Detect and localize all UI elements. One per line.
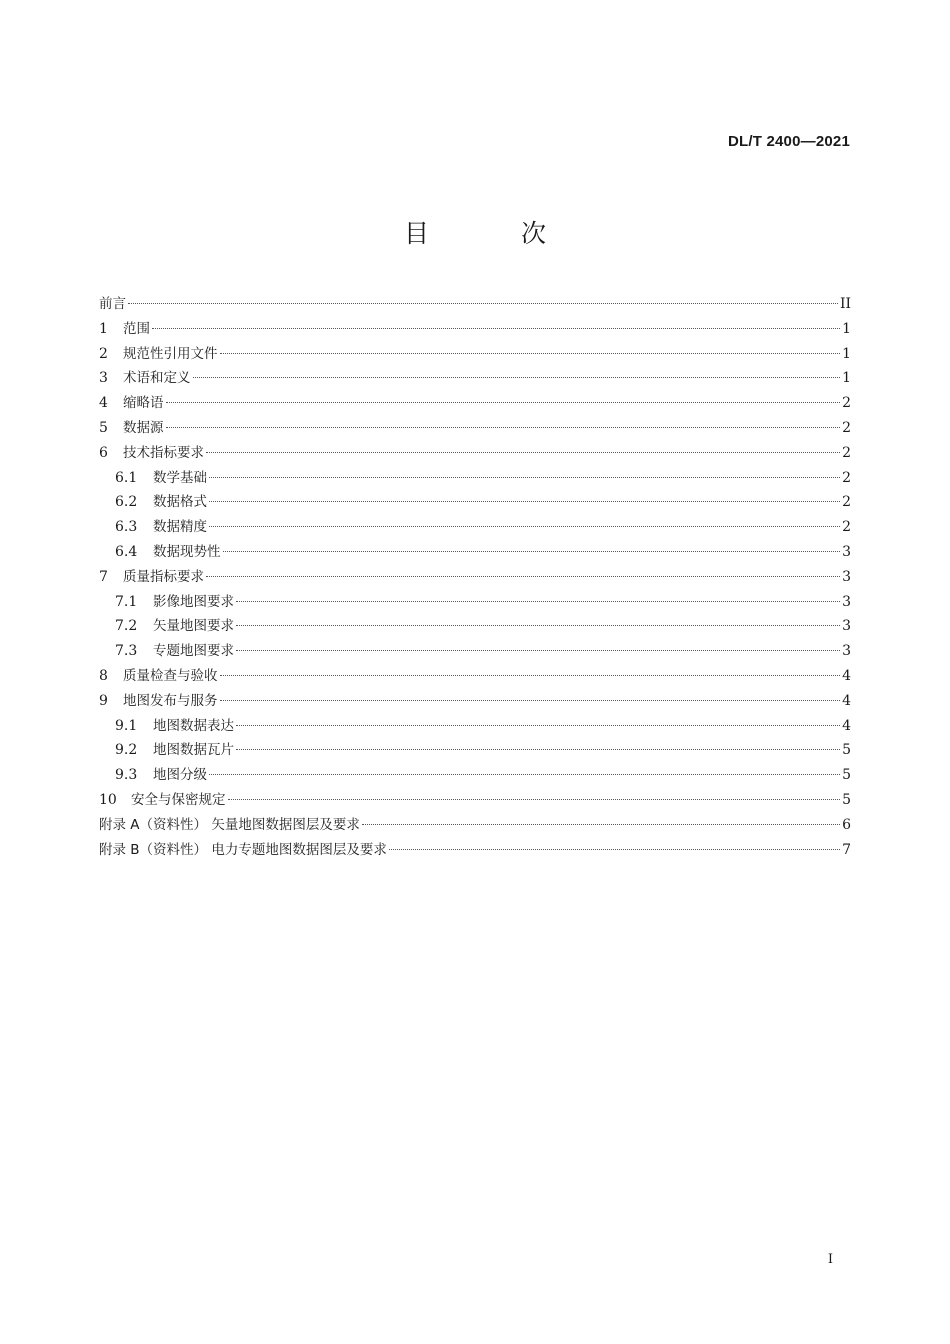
toc-entry[interactable] (99, 664, 851, 689)
toc-entry[interactable] (99, 590, 851, 615)
toc-entry-label: 附录 A（资料性） 矢量地图数据图层及要求 (99, 816, 360, 833)
toc-entry[interactable] (99, 466, 851, 491)
dot-leader (193, 377, 841, 378)
toc-entry-page: 3 (842, 643, 851, 660)
toc-entry[interactable] (99, 788, 851, 813)
toc-entry-label: 数据精度 (153, 519, 207, 536)
toc-entry-number: 6.3 (115, 519, 138, 536)
toc-entry-page: 5 (842, 767, 851, 784)
toc-entry-number: 7.3 (115, 643, 138, 660)
toc-entry-label: 安全与保密规定 (131, 791, 226, 808)
page-number: I (827, 1252, 833, 1267)
toc-entry-number: 3 (99, 370, 108, 387)
toc-entry[interactable] (99, 342, 851, 367)
toc-entry-page: 2 (842, 519, 851, 536)
toc-entry[interactable] (99, 515, 851, 540)
toc-entry-page: 4 (842, 667, 851, 684)
toc-entry-page: 3 (842, 593, 851, 610)
toc-entry-label: 矢量地图要求 (153, 618, 234, 635)
toc-entry-number: 5 (99, 419, 108, 436)
toc-entry-page: 1 (842, 370, 851, 387)
toc-entry-label: 地图发布与服务 (123, 692, 218, 709)
toc-entry-label: 技术指标要求 (123, 444, 204, 461)
document-code: DL/T 2400—2021 (727, 133, 850, 150)
toc-entry-page: 5 (842, 791, 851, 808)
toc-entry-label: 数学基础 (153, 469, 207, 486)
toc-entry-label: 影像地图要求 (153, 593, 234, 610)
toc-entry[interactable] (99, 317, 851, 342)
toc-entry-label: 专题地图要求 (153, 643, 234, 660)
dot-leader (209, 477, 840, 478)
dot-leader (236, 601, 840, 602)
toc-entry-page: 3 (842, 543, 851, 560)
toc-entry-label: 地图数据瓦片 (153, 742, 234, 759)
toc-entry-number: 6 (99, 444, 108, 461)
toc-entry-number: 7 (99, 568, 108, 585)
toc-entry-number: 9.3 (115, 767, 138, 784)
dot-leader (228, 799, 841, 800)
toc-entry-number: 6.2 (115, 494, 138, 511)
dot-leader (236, 749, 840, 750)
toc-entry[interactable] (99, 292, 851, 317)
toc-entry-number: 7.2 (115, 618, 138, 635)
toc-entry[interactable] (99, 763, 851, 788)
toc-entry-label: 缩略语 (123, 395, 164, 412)
dot-leader (166, 402, 841, 403)
toc-entry-page: 1 (842, 320, 851, 337)
dot-leader (206, 576, 840, 577)
toc-entry[interactable] (99, 838, 851, 863)
toc-entry-page: 2 (842, 494, 851, 511)
toc-entry-page: 4 (842, 717, 851, 734)
toc-entry-page: 4 (842, 692, 851, 709)
toc-entry-number: 10 (99, 791, 117, 808)
toc-entry[interactable] (99, 614, 851, 639)
dot-leader (128, 303, 838, 304)
toc-entry[interactable] (99, 441, 851, 466)
toc-entry-number: 9.2 (115, 742, 138, 759)
dot-leader (152, 328, 840, 329)
toc-entry-number: 4 (99, 395, 108, 412)
toc-entry-label: 质量检查与验收 (123, 667, 218, 684)
toc-entry-page: 2 (842, 395, 851, 412)
toc-entry[interactable] (99, 416, 851, 441)
toc-entry-label: 范围 (123, 320, 150, 337)
toc-entry-number: 2 (99, 345, 108, 362)
toc-entry[interactable] (99, 391, 851, 416)
toc-entry-label: 数据源 (123, 419, 164, 436)
toc-entry-label: 数据格式 (153, 494, 207, 511)
toc-entry-label: 数据现势性 (153, 543, 221, 560)
toc-entry-label: 地图分级 (153, 767, 207, 784)
dot-leader (220, 700, 841, 701)
toc-entry-number: 7.1 (115, 593, 138, 610)
toc-entry-label: 术语和定义 (123, 370, 191, 387)
toc-entry-page: 2 (842, 419, 851, 436)
dot-leader (389, 849, 840, 850)
toc-entry-label: 地图数据表达 (153, 717, 234, 734)
toc-entry-page: 1 (842, 345, 851, 362)
toc-entry[interactable] (99, 540, 851, 565)
dot-leader (220, 675, 841, 676)
dot-leader (236, 625, 840, 626)
toc-entry-page: 2 (842, 469, 851, 486)
toc-entry-page: 5 (842, 742, 851, 759)
toc-entry-page: 3 (842, 618, 851, 635)
toc-entry-number: 6.1 (115, 469, 138, 486)
table-of-contents (99, 292, 851, 862)
dot-leader (209, 501, 840, 502)
toc-entry-number: 8 (99, 667, 108, 684)
toc-entry[interactable] (99, 689, 851, 714)
toc-entry-label: 规范性引用文件 (123, 345, 218, 362)
toc-entry[interactable] (99, 639, 851, 664)
dot-leader (206, 452, 840, 453)
toc-title: 目 次 (404, 219, 588, 248)
toc-entry-number: 9 (99, 692, 108, 709)
dot-leader (236, 650, 840, 651)
dot-leader (209, 526, 840, 527)
toc-entry-label: 质量指标要求 (123, 568, 204, 585)
dot-leader (362, 824, 840, 825)
dot-leader (166, 427, 841, 428)
dot-leader (209, 774, 840, 775)
dot-leader (223, 551, 841, 552)
toc-entry-page: 3 (842, 568, 851, 585)
toc-entry-page: 6 (842, 816, 851, 833)
toc-entry-page: 2 (842, 444, 851, 461)
dot-leader (236, 725, 840, 726)
toc-entry-number: 1 (99, 320, 108, 337)
toc-entry[interactable] (99, 490, 851, 515)
toc-entry[interactable] (99, 565, 851, 590)
toc-entry-number: 6.4 (115, 543, 138, 560)
toc-entry[interactable] (99, 366, 851, 391)
toc-entry[interactable] (99, 813, 851, 838)
toc-entry-label: 前言 (99, 296, 126, 312)
toc-entry-label: 附录 B（资料性） 电力专题地图数据图层及要求 (99, 841, 387, 858)
toc-entry[interactable] (99, 738, 851, 763)
toc-entry[interactable] (99, 714, 851, 739)
toc-entry-page: II (839, 296, 851, 312)
toc-entry-page: 7 (842, 841, 851, 858)
dot-leader (220, 353, 841, 354)
toc-entry-number: 9.1 (115, 717, 138, 734)
